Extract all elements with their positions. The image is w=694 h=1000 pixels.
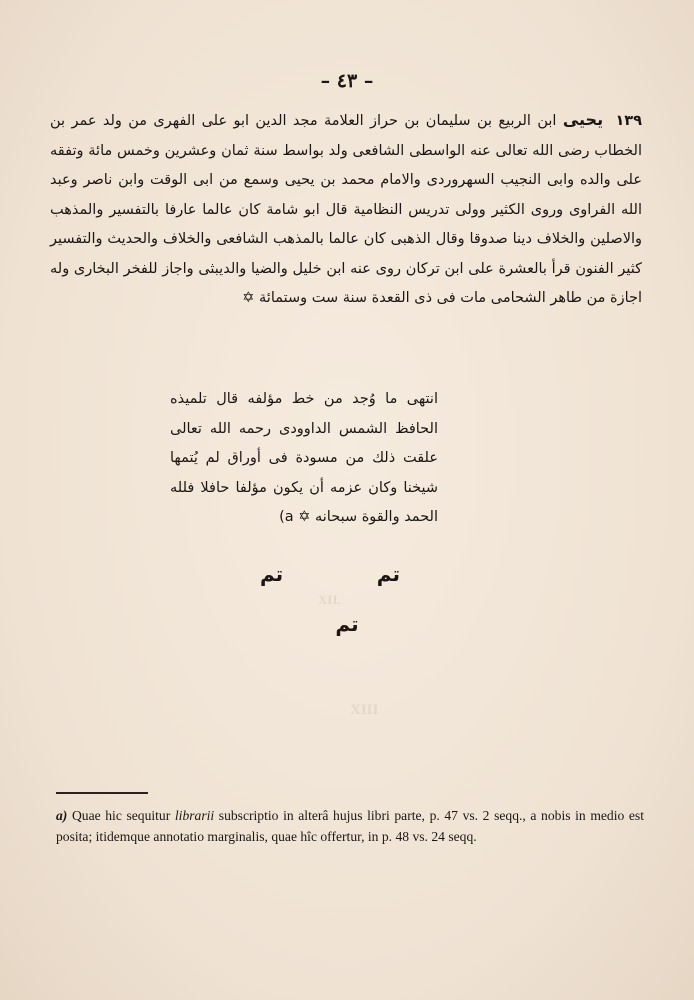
colophon: انتهى ما وُجد من خط مؤلفه قال تلميذه الحافظ الشمس الداوودى رحمه الله تعالى علقت ذلك من مسودة فى أوراق لم يُتمها شيخنا وكان عزمه أن يكون مؤلفا حافلا فلله الحمد والقوة سبحانه ✡ a) [170,391,438,525]
entry-name: يحيى [562,110,604,129]
footnote-text: subscriptio in alterâ hujus libri parte, p. 47 vs. 2 seqq., a nobis in medio est posita; itidemque annotatio marginalis, quae hîc offertur, in p. 48 vs. 24 seqq. [56,808,645,844]
finis-marks [260,562,400,586]
footnote-text: Quae hic sequitur [71,808,171,823]
footnote-marker: a) [56,808,68,823]
finis-mark: تم [376,562,400,586]
entry-text: ابن الربيع بن سليمان بن حراز العلامة مجد الدين ابو على الفهرى من ولد عمر بن الخطاب رضى الله تعالى عنه الواسطى الشافعى ولد بواسط سنة ثمان وعشرين وخمس مائة وتفقه على والده وابى النجيب السهروردى والامام محمد بن يحيى وسمع من ابى الوقت وابن ناصر وعبد الله الفراوى وروى الكثير وولى تدريس النظامية قال ابو شامة كان عالما عارفا بالتفسير والمذهب والاصلين والخلاف دينا صدوقا وقال الذهبى كان عالما بالمذهب الشافعى والخلاف والحديث والتفسير كثير الفنون قرأ بالعشرة على ابن تركان روى عنه ابن خليل والضيا والديبثى واجاز للفخر البخارى وله اجازة من طاهر الشحامى مات فى ذى القعدة سنة ست وستمائة ✡ [50,113,642,306]
footnote-italic-word: librarii [174,808,215,823]
biography-entry [50,105,642,314]
footnote [56,805,644,847]
finis-mark: تم [260,562,284,586]
bleed-through-numeral: XIII [350,702,379,718]
finis-mark: تم [335,612,359,636]
footnote-rule [56,792,148,794]
entry-number: ١٣٩ [615,113,643,129]
bleed-through-numeral: XII. [318,592,341,607]
page-number: – ٤٣ – [320,70,374,92]
